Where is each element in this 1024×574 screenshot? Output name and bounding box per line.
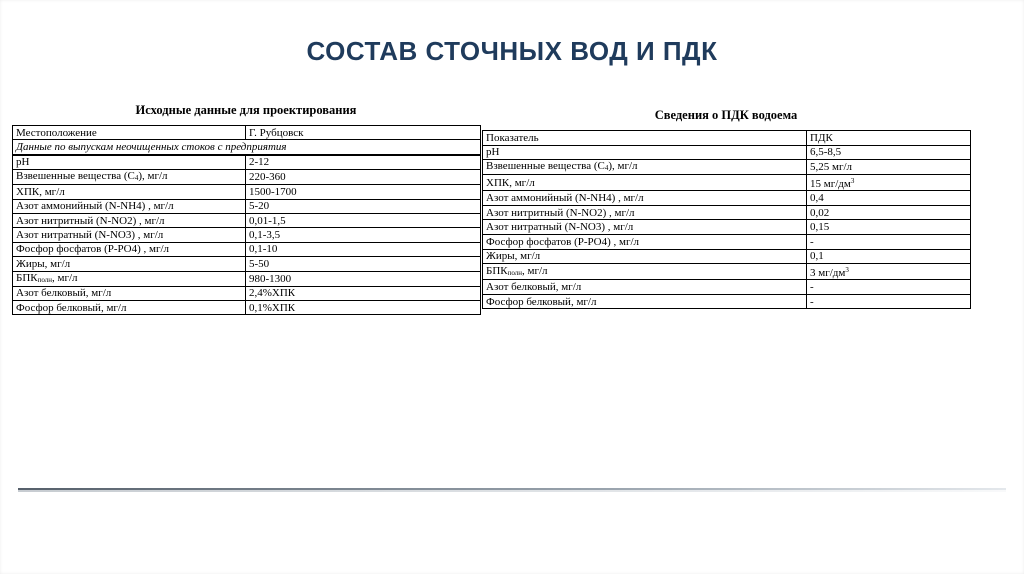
- value-superscript: 3: [850, 177, 855, 186]
- value-cell: 0,02: [807, 205, 971, 220]
- table-row: [13, 300, 481, 314]
- table-row: [13, 155, 481, 170]
- footer-divider-shadow: [18, 490, 1006, 492]
- param-cell: Азот нитратный (N-NO3) , мг/л: [13, 228, 246, 242]
- slide-title: СОСТАВ СТОЧНЫХ ВОД И ПДК: [306, 36, 718, 66]
- header-cell-city: Г. Рубцовск: [246, 126, 481, 140]
- discharge-data-subheader: Данные по выпускам неочищенных стоков с предприятия: [13, 140, 481, 155]
- value-cell: -: [807, 234, 971, 249]
- param-cell: pH: [13, 155, 246, 170]
- table-row: [13, 286, 481, 300]
- value-cell: 0,1-10: [246, 242, 481, 256]
- value-text: 3 мг/дм: [810, 267, 846, 280]
- param-cell: Фосфор белковый, мг/л: [483, 294, 807, 309]
- param-cell: [13, 271, 246, 286]
- initial-data-table: [12, 125, 481, 315]
- param-text-tail: ), мг/л: [608, 160, 638, 173]
- param-cell: Азот белковый, мг/л: [483, 280, 807, 295]
- value-cell: 2,4%ХПК: [246, 286, 481, 300]
- value-cell: -: [807, 280, 971, 295]
- header-cell-location: Местоположение: [13, 126, 246, 140]
- param-cell: Азот нитритный (N-NO2) , мг/л: [483, 205, 807, 220]
- value-cell: 0,1: [807, 249, 971, 264]
- param-cell: Фосфор фосфатов (P-PO4) , мг/л: [13, 242, 246, 256]
- table-row: [483, 264, 971, 280]
- table-row: [13, 257, 481, 271]
- table-header-row: [483, 131, 971, 146]
- table-row: [13, 170, 481, 185]
- param-subscript: полн: [507, 268, 523, 277]
- param-text: БПК: [486, 264, 508, 277]
- value-cell: 0,1%ХПК: [246, 300, 481, 314]
- param-text-tail: , мг/л: [52, 271, 78, 284]
- param-cell: Фосфор фосфатов (P-PO4) , мг/л: [483, 234, 807, 249]
- param-cell: Азот белковый, мг/л: [13, 286, 246, 300]
- param-cell: ХПК, мг/л: [13, 185, 246, 199]
- header-cell-mpc: ПДК: [807, 131, 971, 146]
- value-cell: 980-1300: [246, 271, 481, 286]
- value-superscript: 3: [845, 266, 849, 275]
- value-cell: 5-20: [246, 199, 481, 213]
- param-cell: Азот аммонийный (N-NH4) , мг/л: [483, 191, 807, 206]
- value-cell: 0,4: [807, 191, 971, 206]
- param-cell: ХПК, мг/л: [483, 175, 807, 191]
- table-row: [13, 228, 481, 242]
- value-cell: -: [807, 294, 971, 309]
- param-cell: Азот аммонийный (N-NH4) , мг/л: [13, 199, 246, 213]
- table-row: [483, 280, 971, 295]
- mpc-data-heading: Сведения о ПДК водоема: [654, 108, 798, 122]
- value-cell: 6,5-8,5: [807, 145, 971, 160]
- value-text: 15 мг/дм: [810, 178, 851, 191]
- param-subscript: полн: [37, 275, 53, 284]
- table-row: [13, 271, 481, 286]
- table-row: [483, 175, 971, 191]
- param-subscript: 4: [604, 164, 609, 173]
- param-cell: Жиры, мг/л: [13, 257, 246, 271]
- table-row: [13, 199, 481, 213]
- param-cell: Азот нитритный (N-NO2) , мг/л: [13, 213, 246, 227]
- value-cell: 5,25 мг/л: [807, 160, 971, 175]
- mpc-data-table: [482, 130, 971, 309]
- table-row: [483, 160, 971, 175]
- param-text: Взвешенные вещества (С: [486, 160, 605, 173]
- value-cell: 0,15: [807, 220, 971, 235]
- param-cell: [483, 160, 807, 175]
- value-cell: 2-12: [246, 155, 481, 170]
- param-cell: [13, 170, 246, 185]
- param-cell: Азот нитратный (N-NO3) , мг/л: [483, 220, 807, 235]
- table-row: [483, 205, 971, 220]
- value-cell: [807, 175, 971, 191]
- initial-data-heading: Исходные данные для проектирования: [135, 103, 357, 117]
- param-text: БПК: [16, 271, 38, 284]
- param-cell: pH: [483, 145, 807, 160]
- value-cell: 1500-1700: [246, 185, 481, 199]
- table-row: [483, 234, 971, 249]
- table-row: [13, 242, 481, 256]
- param-cell: Фосфор белковый, мг/л: [13, 300, 246, 314]
- table-row: [483, 145, 971, 160]
- table-header-row: [13, 126, 481, 140]
- table-row: [483, 294, 971, 309]
- value-cell: 220-360: [246, 170, 481, 185]
- value-cell: [807, 264, 971, 280]
- value-cell: 0,01-1,5: [246, 213, 481, 227]
- table-row: [13, 213, 481, 227]
- table-row: [483, 191, 971, 206]
- param-cell: [483, 264, 807, 280]
- param-subscript: 4: [134, 174, 139, 183]
- value-cell: 0,1-3,5: [246, 228, 481, 242]
- param-text-tail: , мг/л: [522, 264, 548, 277]
- table-subheader-row: [13, 140, 481, 155]
- param-cell: Жиры, мг/л: [483, 249, 807, 264]
- table-row: [483, 249, 971, 264]
- table-row: [13, 185, 481, 199]
- table-row: [483, 220, 971, 235]
- param-text-tail: ), мг/л: [138, 170, 168, 183]
- header-cell-indicator: Показатель: [483, 131, 807, 146]
- param-text: Взвешенные вещества (С: [16, 170, 135, 183]
- value-cell: 5-50: [246, 257, 481, 271]
